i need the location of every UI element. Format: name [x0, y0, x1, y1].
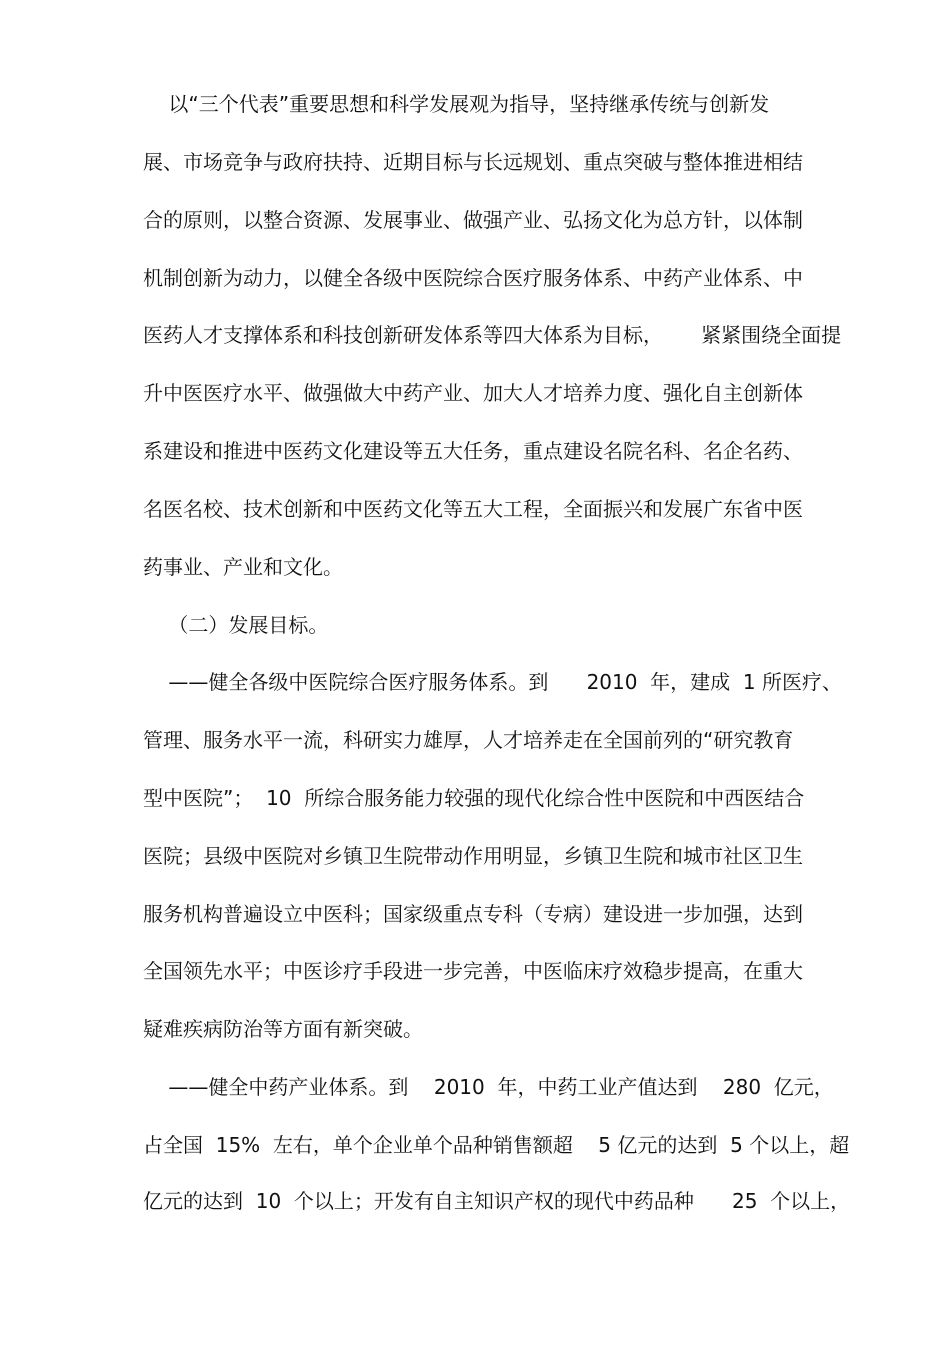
text-line: 型中医院”； 10 所综合服务能力较强的现代化综合性中医院和中西医结合 [143, 786, 805, 810]
text-line: 医药人才支撑体系和科技创新研发体系等四大体系为目标， 紧紧围绕全面提 [143, 323, 842, 347]
section-heading: （二）发展目标。 [143, 613, 329, 637]
text-line: 以“三个代表”重要思想和科学发展观为指导，坚持继承传统与创新发 [143, 92, 770, 116]
text-line: 药事业、产业和文化。 [143, 555, 343, 579]
text-line: 系建设和推进中医药文化建设等五大任务，重点建设名院名科、名企名药、 [143, 439, 803, 463]
text-line: 管理、服务水平一流，科研实力雄厚，人才培养走在全国前列的“研究教育 [143, 728, 794, 752]
text-line: 占全国 15% 左右，单个企业单个品种销售额超 5 亿元的达到 5 个以上，超 [143, 1133, 850, 1157]
text-line: 机制创新为动力，以健全各级中医院综合医疗服务体系、中药产业体系、中 [143, 266, 803, 290]
text-line: 合的原则，以整合资源、发展事业、做强产业、弘扬文化为总方针，以体制 [143, 208, 803, 232]
text-line: 展、市场竞争与政府扶持、近期目标与长远规划、重点突破与整体推进相结 [143, 150, 803, 174]
text-line: 全国领先水平；中医诊疗手段进一步完善，中医临床疗效稳步提高，在重大 [143, 959, 803, 983]
text-line: 服务机构普遍设立中医科；国家级重点专科（专病）建设进一步加强，达到 [143, 902, 803, 926]
text-line: 医院；县级中医院对乡镇卫生院带动作用明显，乡镇卫生院和城市社区卫生 [143, 844, 803, 868]
text-line: 疑难疾病防治等方面有新突破。 [143, 1017, 423, 1041]
text-line: ——健全各级中医院综合医疗服务体系。到 2010 年，建成 1 所医疗、 [143, 670, 842, 694]
text-line: 升中医医疗水平、做强做大中药产业、加大人才培养力度、强化自主创新体 [143, 381, 803, 405]
text-line: ——健全中药产业体系。到 2010 年，中药工业产值达到 280 亿元， [143, 1075, 834, 1099]
text-line: 亿元的达到 10 个以上；开发有自主知识产权的现代中药品种 25 个以上， [143, 1189, 851, 1213]
text-line: 名医名校、技术创新和中医药文化等五大工程，全面振兴和发展广东省中医 [143, 497, 803, 521]
